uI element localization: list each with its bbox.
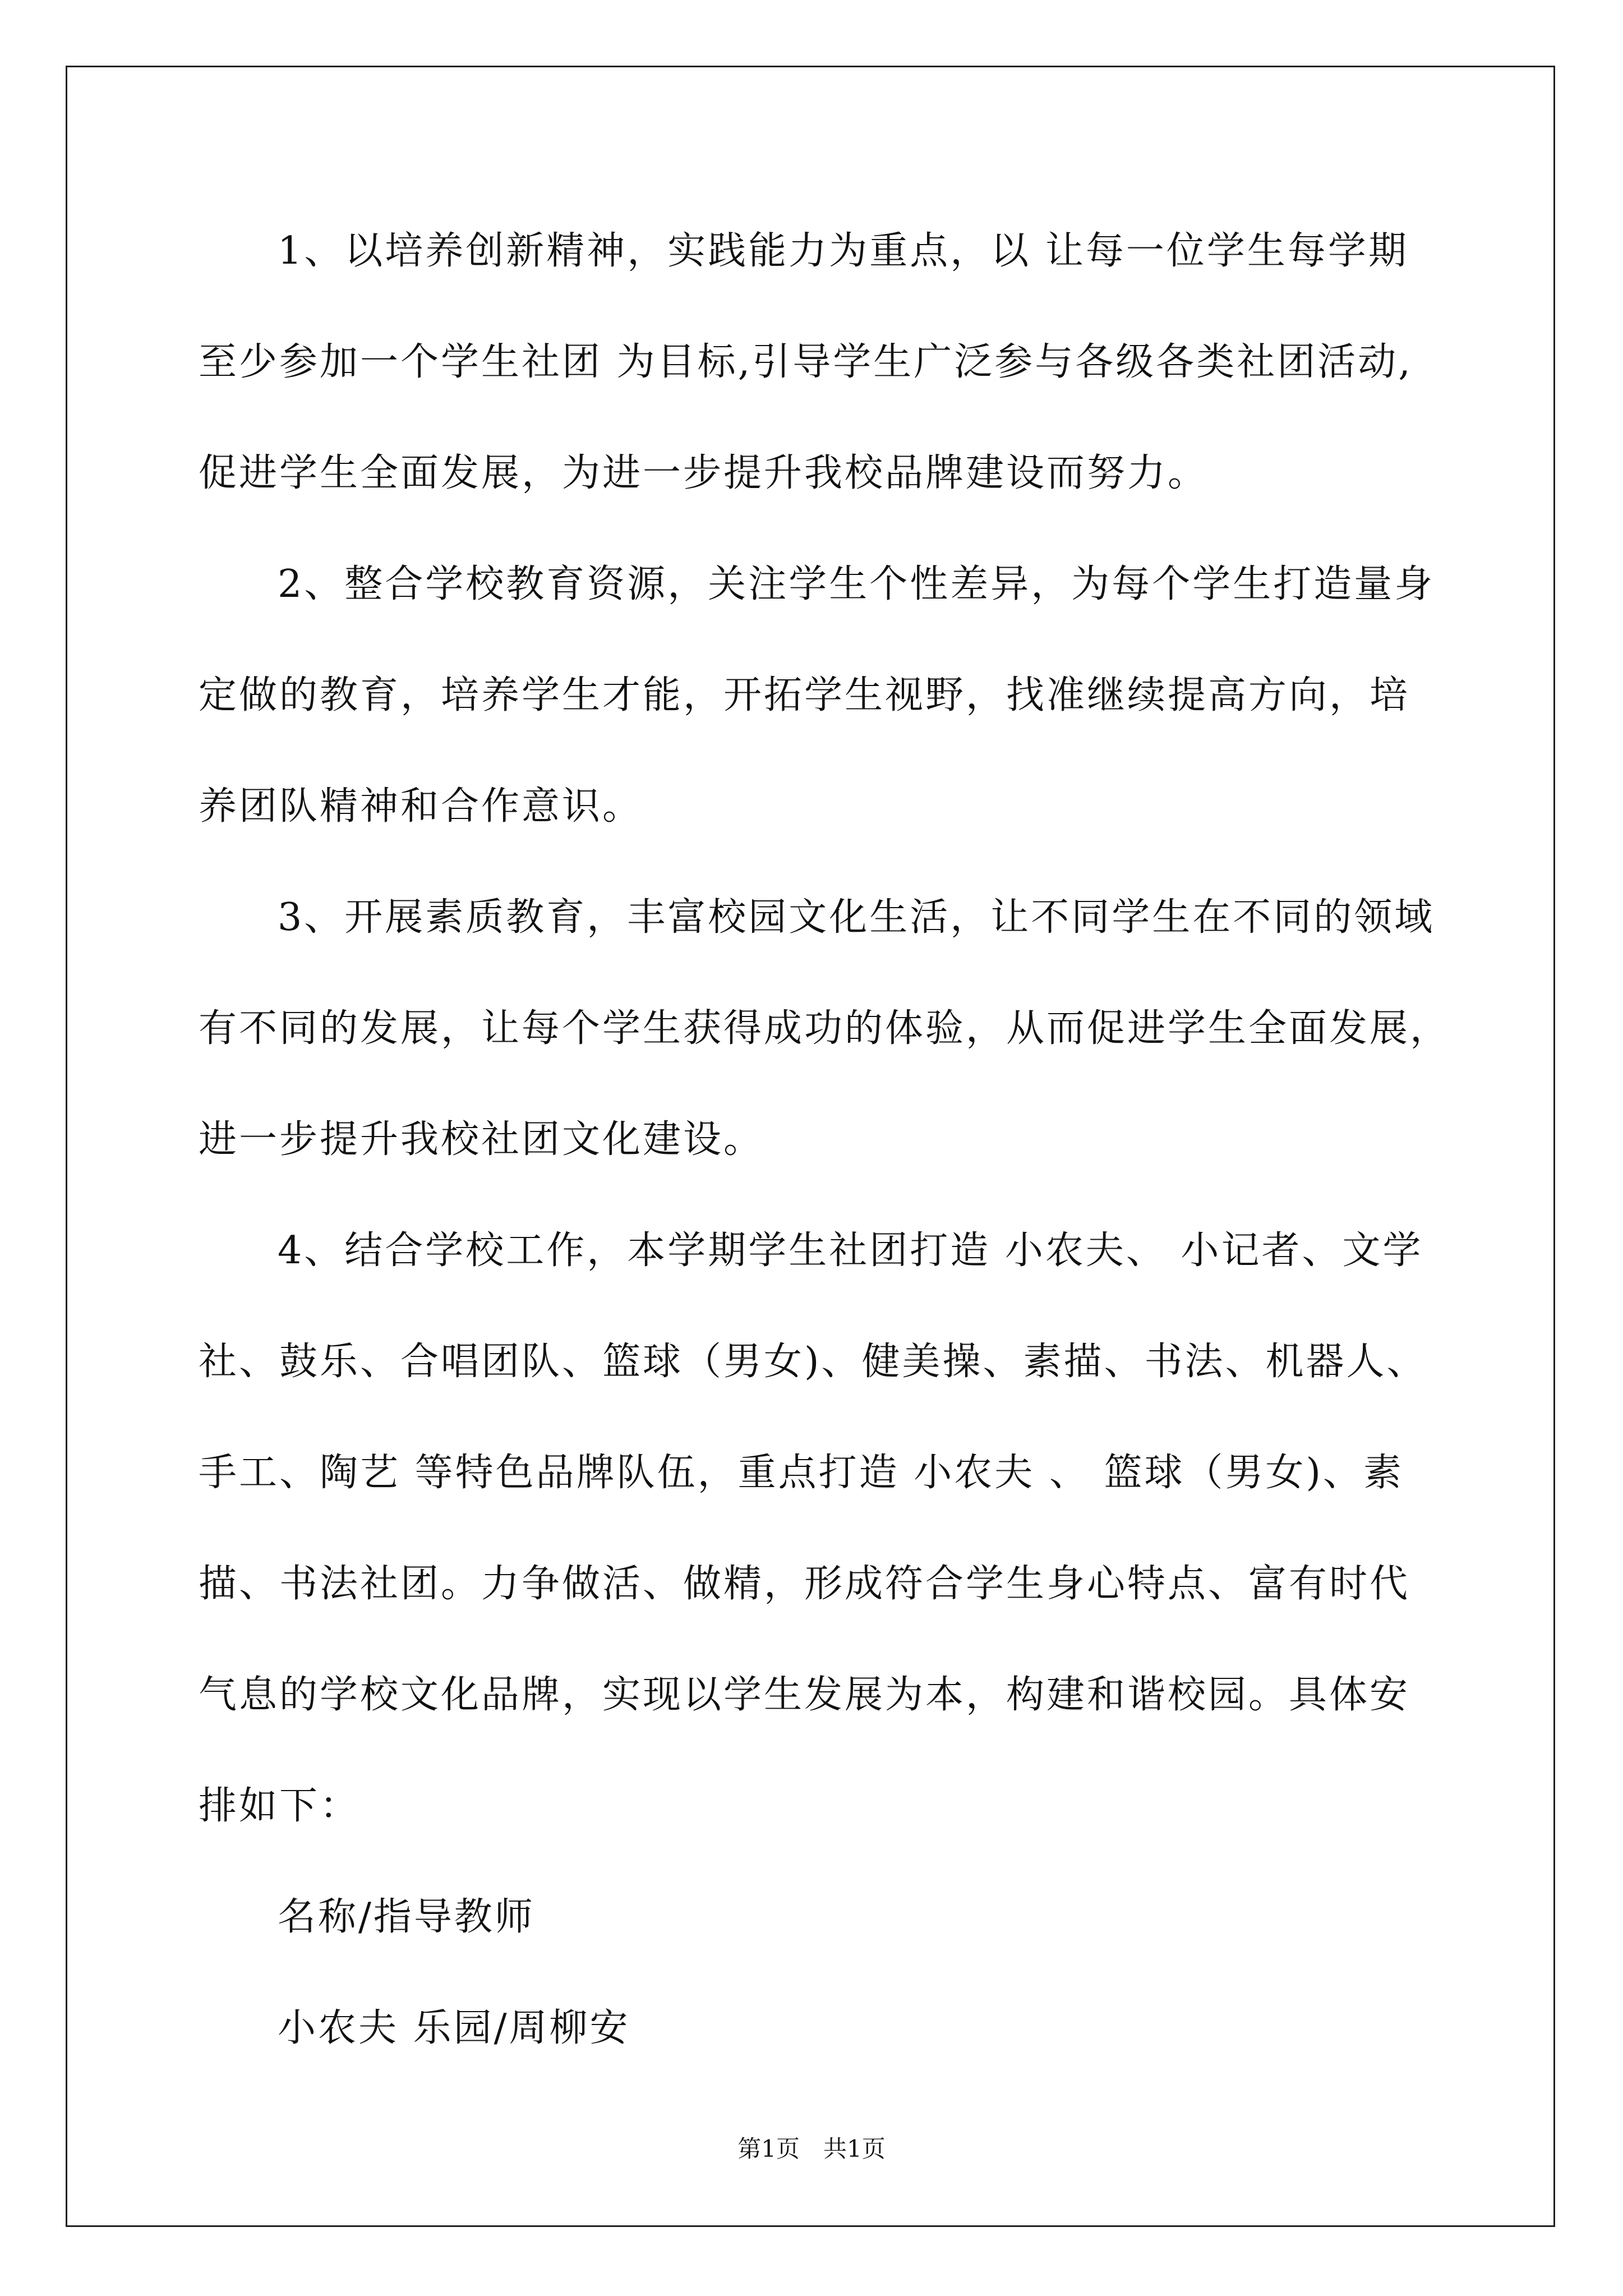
paragraph-1-line-3: 促进学生全面发展，为进一步提升我校品牌建设而努力。	[199, 451, 1209, 495]
paragraph-4-line-5: 气息的学校文化品牌，实现以学生发展为本，构建和谐校园。具体安	[199, 1673, 1410, 1717]
paragraph-4-line-1: 4、结合学校工作，本学期学生社团打造 小农夫、 小记者、文学	[278, 1228, 1423, 1273]
paragraph-4-line-6: 排如下：	[199, 1784, 361, 1828]
paragraph-3-line-3: 进一步提升我校社团文化建设。	[199, 1117, 764, 1162]
list-item: 小农夫 乐园/周柳安	[278, 2006, 630, 2050]
paragraph-4-line-3: 手工、陶艺 等特色品牌队伍，重点打造 小农夫 、 篮球（男女)、素	[199, 1451, 1404, 1495]
paragraph-1-line-1: 1、以培养创新精神，实践能力为重点，以 让每一位学生每学期	[278, 229, 1409, 273]
page-number: 第1页 共1页	[737, 2135, 886, 2162]
paragraph-3-line-2: 有不同的发展，让每个学生获得成功的体验，从而促进学生全面发展，	[199, 1006, 1451, 1051]
paragraph-2-line-1: 2、整合学校教育资源，关注学生个性差异，为每个学生打造量身	[278, 562, 1435, 606]
list-header: 名称/指导教师	[278, 1895, 535, 1939]
paragraph-2-line-2: 定做的教育，培养学生才能，开拓学生视野，找准继续提高方向，培	[199, 673, 1410, 717]
paragraph-3-line-1: 3、开展素质教育，丰富校园文化生活，让不同学生在不同的领域	[278, 895, 1435, 940]
paragraph-2-line-3: 养团队精神和合作意识。	[199, 784, 643, 829]
paragraph-4-line-2: 社、鼓乐、合唱团队、篮球（男女)、健美操、素描、书法、机器人、	[199, 1340, 1427, 1384]
paragraph-1-line-2: 至少参加一个学生社团 为目标,引导学生广泛参与各级各类社团活动,	[199, 340, 1413, 384]
paragraph-4-line-4: 描、书法社团。力争做活、做精，形成符合学生身心特点、富有时代	[199, 1562, 1410, 1606]
